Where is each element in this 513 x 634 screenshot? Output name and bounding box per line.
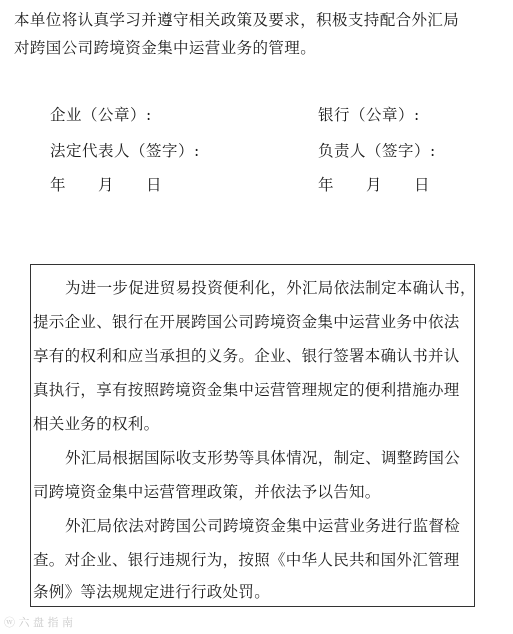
bank-seal-label: 银行（公章）:	[318, 106, 420, 124]
notice-line: 外汇局依法对跨国公司跨境资金集中运营业务进行监督检	[65, 517, 461, 535]
notice-line: 真执行，享有按照跨境资金集中运营管理规定的便利措施办理	[33, 381, 460, 399]
bank-responsible-person-label: 负责人（签字）:	[318, 142, 436, 160]
notice-line: 享有的权利和应当承担的义务。企业、银行签署本确认书并认	[33, 347, 460, 365]
intro-paragraph	[14, 6, 504, 62]
intro-line: 本单位将认真学习并遵守相关政策及要求，积极支持配合外汇局	[14, 11, 460, 29]
company-date-label: 年 月 日	[50, 176, 163, 194]
notice-line: 提示企业、银行在开展跨国公司跨境资金集中运营业务中依法	[33, 313, 460, 331]
notice-line: 司跨境资金集中运营管理政策，并依法予以告知。	[33, 483, 381, 501]
notice-line: 为进一步促进贸易投资便利化，外汇局依法制定本确认书，	[65, 279, 476, 297]
notice-line: 查。对企业、银行违规行为，按照《中华人民共和国外汇管理	[33, 551, 460, 569]
notice-box	[30, 264, 475, 607]
watermark-logo: ⓦ 六 盘 指 南	[4, 616, 73, 629]
intro-line: 对跨国公司跨境资金集中运营业务的管理。	[14, 39, 317, 57]
notice-line: 相关业务的权利。	[33, 415, 160, 433]
company-seal-label: 企业（公章）:	[50, 106, 152, 124]
notice-line: 外汇局根据国际收支形势等具体情况，制定、调整跨国公	[65, 449, 461, 467]
legal-representative-label: 法定代表人（签字）:	[50, 142, 200, 160]
notice-line: 条例》等法规规定进行行政处罚。	[33, 583, 271, 601]
bank-date-label: 年 月 日	[318, 176, 431, 194]
